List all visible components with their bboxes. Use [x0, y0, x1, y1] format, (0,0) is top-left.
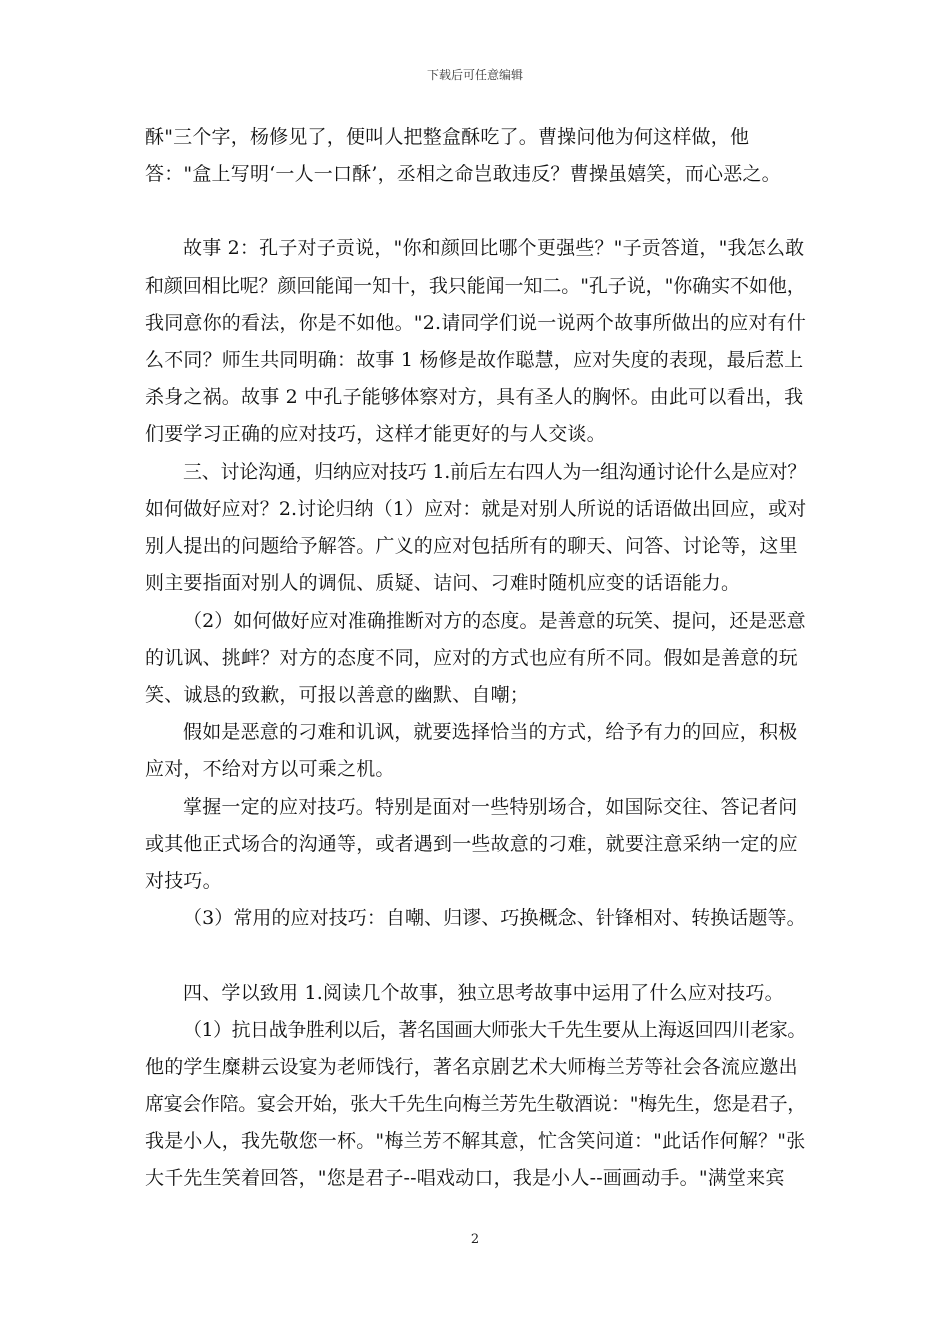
text-line: （3）常用的应对技巧：自嘲、归谬、巧换概念、针锋相对、转换话题等。	[183, 907, 806, 929]
text-line: 大千先生笑着回答，"您是君子--唱戏动口，我是小人--画画动手。"满堂来宾	[145, 1167, 785, 1189]
text-line: 答："盒上写明‘一人一口酥’，丞相之命岂敢违反？曹操虽嬉笑，而心恶之。	[145, 163, 781, 185]
text-line: 如何做好应对？2.讨论归纳（1）应对：就是对别人所说的话语做出回应，或对	[145, 498, 807, 520]
text-line: 假如是恶意的刁难和讥讽，就要选择恰当的方式，给予有力的回应，积极	[183, 721, 798, 743]
text-line: 三、讨论沟通，归纳应对技巧 1.前后左右四人为一组沟通讨论什么是应对？	[183, 461, 807, 483]
text-line: 或其他正式场合的沟通等，或者遇到一些故意的刁难，就要注意采纳一定的应	[145, 833, 798, 855]
text-line: 我是小人，我先敬您一杯。"梅兰芳不解其意，忙含笑问道："此话作何解？"张	[145, 1130, 806, 1152]
page-header: 下载后可任意编辑	[426, 68, 523, 82]
text-line: 席宴会作陪。宴会开始，张大千先生向梅兰芳先生敬酒说："梅先生，您是君子，	[145, 1093, 806, 1115]
text-line: （2）如何做好应对准确推断对方的态度。是善意的玩笑、提问，还是恶意	[183, 610, 806, 632]
text-line: 酥"三个字，杨修见了，便叫人把整盒酥吃了。曹操问他为何这样做，他	[145, 126, 750, 148]
text-line: 他的学生糜耕云设宴为老师饯行，著名京剧艺术大师梅兰芳等社会各流应邀出	[145, 1056, 798, 1078]
page-number: 2	[470, 1232, 480, 1247]
text-line: 应对，不给对方以可乘之机。	[145, 758, 395, 780]
text-line: 掌握一定的应对技巧。特别是面对一些特别场合，如国际交往、答记者问	[183, 796, 798, 818]
text-line: 和颜回相比呢？颜回能闻一知十，我只能闻一知二。"孔子说，"你确实不如他，	[145, 275, 806, 297]
text-line: 的讥讽、挑衅？对方的态度不同，应对的方式也应有所不同。假如是善意的玩	[145, 647, 798, 669]
text-line: 们要学习正确的应对技巧，这样才能更好的与人交谈。	[145, 423, 606, 445]
text-line: 笑、诚恳的致歉，可报以善意的幽默、自嘲；	[145, 684, 530, 706]
text-line: （1）抗日战争胜利以后，著名国画大师张大千先生要从上海返回四川老家。	[183, 1019, 806, 1041]
text-line: 故事 2：孔子对子贡说，"你和颜回比哪个更强些？"子贡答道，"我怎么敢	[183, 237, 805, 259]
text-line: 则主要指面对别人的调侃、质疑、诘问、刁难时随机应变的话语能力。	[145, 572, 741, 594]
text-line: 对技巧。	[145, 870, 222, 892]
text-line: 四、学以致用 1.阅读几个故事，独立思考故事中运用了什么应对技巧。	[183, 982, 784, 1004]
text-line: 别人提出的问题给予解答。广义的应对包括所有的聊天、问答、讨论等，这里	[145, 535, 798, 557]
text-line: 杀身之祸。故事 2 中孔子能够体察对方，具有圣人的胸怀。由此可以看出，我	[145, 386, 804, 408]
text-line: 我同意你的看法，你是不如他。"2.请同学们说一说两个故事所做出的应对有什	[145, 312, 807, 334]
text-line: 么不同？师生共同明确：故事 1 杨修是故作聪慧，应对失度的表现，最后惹上	[145, 349, 804, 371]
